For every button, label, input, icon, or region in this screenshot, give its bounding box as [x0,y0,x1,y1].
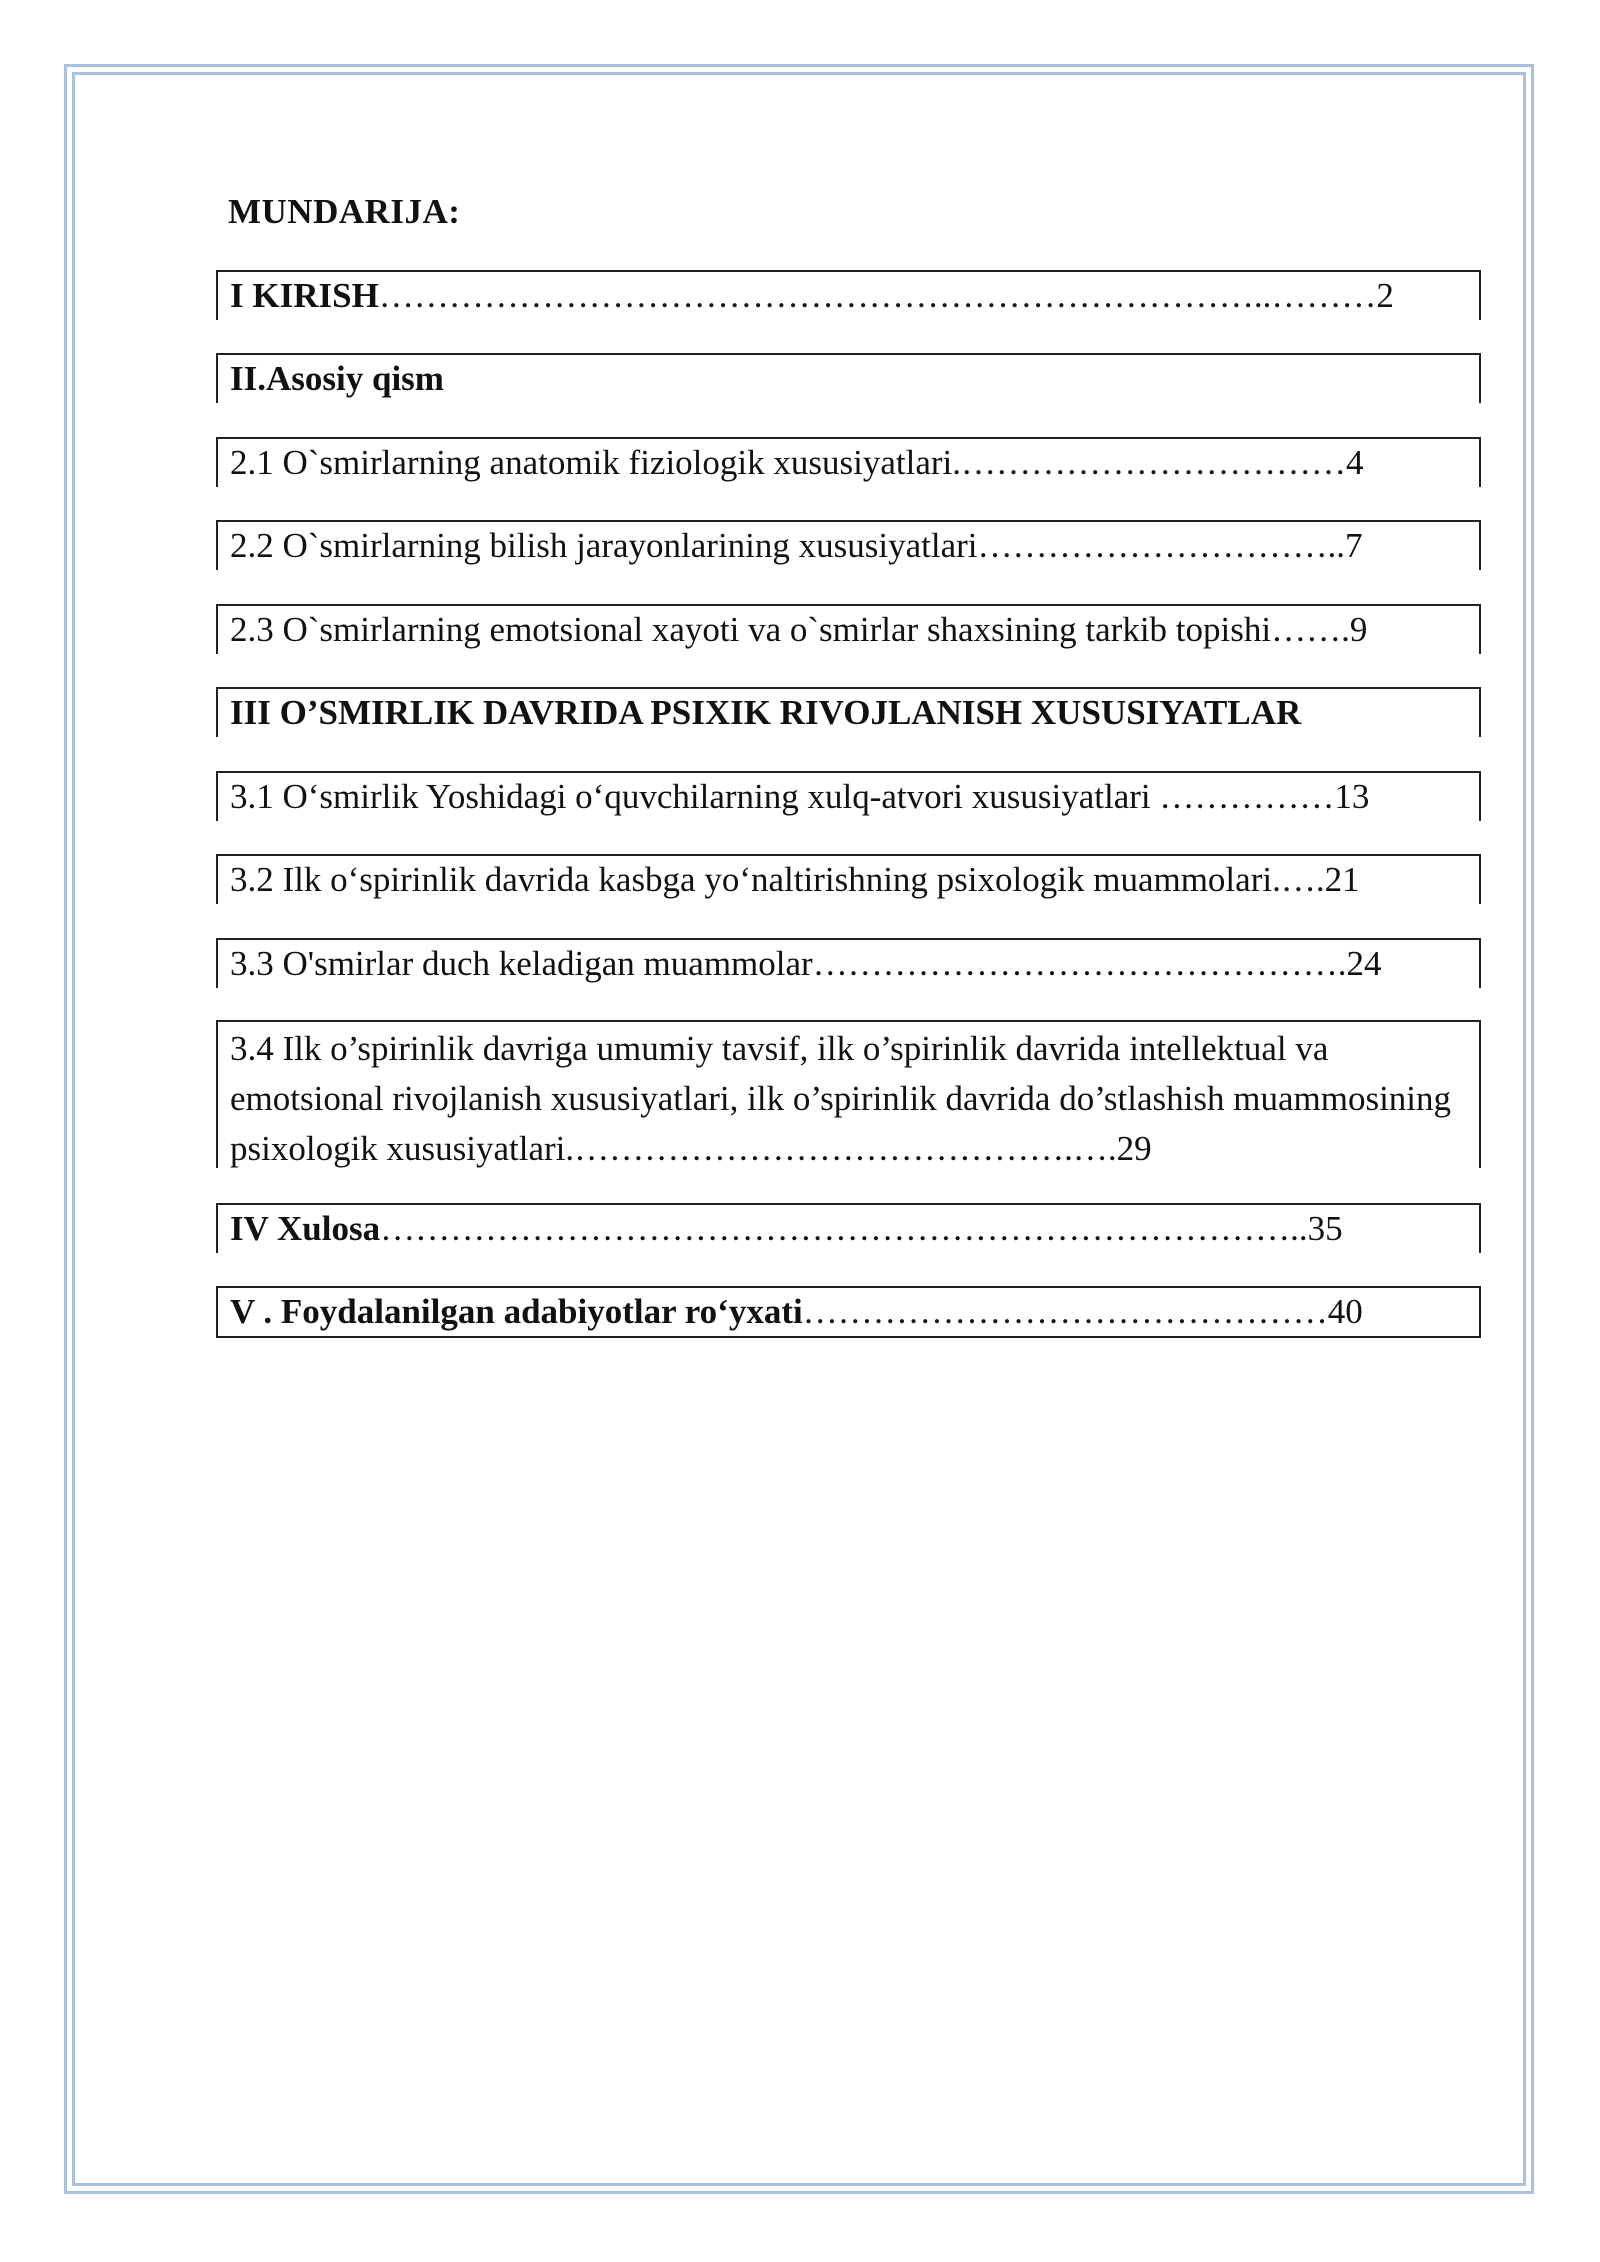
toc-entry-page: 9 [1349,610,1368,649]
toc-entry-3-1[interactable] [216,771,1481,821]
toc-entry-leader: ………………………….. [977,526,1346,565]
toc-entry-label: 2.3 O`smirlarning emotsional xayoti va o`smirlar shaxsining tarkib topishi [230,610,1272,649]
toc-entry-label: V . Foydalanilgan adabiyotlar ro‘yxati [230,1292,803,1331]
toc-entry-label: I KIRISH [230,276,379,315]
toc-entry-page: 4 [1345,443,1364,482]
toc-entry-3-3[interactable] [216,938,1481,988]
toc-entry-label: 2.1 O`smirlarning anatomik fiziologik xususiyatlari. [230,443,961,482]
toc-entry-kirish[interactable] [216,270,1481,320]
toc-title: MUNDARIJA: [228,192,461,231]
toc-entry-page: 24 [1346,944,1382,983]
toc-entry-2-3[interactable] [216,604,1481,654]
toc-entry-page: 21 [1324,860,1360,899]
toc-entry-section-3[interactable] [216,687,1481,737]
toc-entry-label: 3.4 Ilk o’spirinlik davriga umumiy tavsif, ilk o’spirinlik davrida intellektual va emotsional rivojlanish xususiyatlari, ilk o’spirinlik davrida do’stlashish muammosining psixologik xususiyatlari. [230,1029,1452,1168]
toc-entry-label: 3.1 O‘smirlik Yoshidagi o‘quvchilarning xulq-atvori xususiyatlari [230,777,1160,816]
toc-entry-asosiy-qism[interactable] [216,353,1481,403]
toc-entry-3-2[interactable] [216,854,1481,904]
toc-entry-leader: …………… [1159,777,1335,816]
toc-entry-leader: …………………………… [960,443,1346,482]
toc-entry-label: IV Xulosa [230,1209,381,1248]
toc-entry-leader: …………………………………………………………………….. [380,1209,1308,1248]
toc-entry-label: 3.3 O'smirlar duch keladigan muammolar [230,944,813,983]
toc-entry-page: 7 [1345,526,1363,565]
toc-entry-page: 40 [1327,1292,1363,1331]
toc-entry-page: 13 [1334,777,1370,816]
toc-entry-leader: …………………………………….…. [574,1129,1117,1168]
toc-entry-label: 3.2 Ilk o‘spirinlik davrida kasbga yo‘naltirishning psixologik muammolari. [230,860,1281,899]
toc-entry-page: 35 [1307,1209,1343,1248]
toc-entry-label: III O’SMIRLIK DAVRIDA PSIXIK RIVOJLANISH XUSUSIYATLAR [230,693,1302,732]
toc-entry-leader: ……. [1271,610,1350,649]
toc-entry-leader: ………………………………………. [812,944,1347,983]
toc-entry-xulosa[interactable] [216,1203,1481,1253]
toc-entry-label: 2.2 O`smirlarning bilish jarayonlarining xususiyatlari [230,526,978,565]
toc-entry-leader: …………………………………………………………………..……… [378,276,1377,315]
toc-entry-adabiyotlar[interactable] [216,1286,1481,1338]
toc-entry-2-1[interactable] [216,437,1481,487]
toc-entry-leader: …. [1280,860,1325,899]
toc-entry-2-2[interactable] [216,520,1481,570]
toc-entry-label: II.Asosiy qism [230,359,444,398]
toc-entry-page: 2 [1376,276,1394,315]
toc-entry-3-4[interactable] [216,1020,1481,1168]
toc-entry-page: 29 [1116,1129,1152,1168]
toc-entry-leader: ……………………………………… [802,1292,1328,1331]
